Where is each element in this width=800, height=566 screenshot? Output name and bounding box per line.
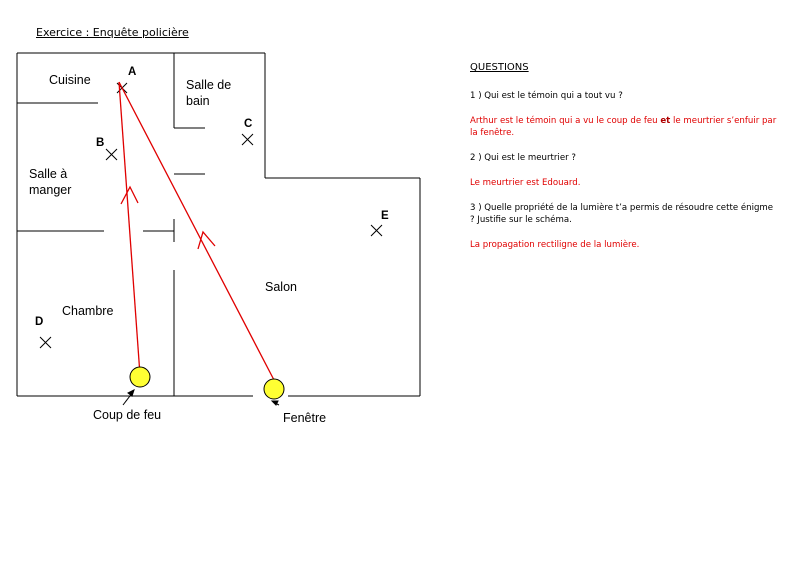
- question-1: 1 ) Qui est le témoin qui a tout vu ?: [470, 91, 623, 101]
- room-chambre: Chambre: [62, 304, 114, 318]
- room-salle-de-bain-line1: Salle de: [186, 78, 232, 92]
- witness-e-cross-icon: [371, 225, 382, 236]
- floor-plan: [0, 0, 460, 430]
- page-title: Exercice : Enquête policière: [36, 26, 189, 39]
- caption-coup-de-feu: Coup de feu: [93, 408, 162, 422]
- answer-1-text-start: Arthur est le témoin qui a vu le coup de feu: [470, 116, 661, 126]
- ray-arrow-icon: [121, 187, 138, 204]
- witness-d-label: D: [35, 316, 44, 328]
- room-salle-a-manger-line2: manger: [29, 183, 72, 197]
- questions-heading: QUESTIONS: [470, 62, 529, 73]
- caption-fenetre: Fenêtre: [283, 411, 327, 425]
- witness-b-label: B: [96, 137, 105, 149]
- witness-c-cross-icon: [242, 134, 253, 145]
- witness-d-cross-icon: [40, 337, 51, 348]
- answer-3: La propagation rectiligne de la lumière.: [470, 240, 640, 250]
- witness-b-cross-icon: [106, 149, 117, 160]
- answer-1-et: et: [660, 116, 671, 126]
- ray-coup-de-feu-to-a: [119, 82, 140, 375]
- caption-pointers: [123, 390, 279, 405]
- room-salle-a-manger-line1: Salle à: [29, 167, 68, 181]
- witness-c-label: C: [244, 118, 253, 130]
- witness-a-label: A: [128, 66, 137, 78]
- questions-panel: [470, 62, 780, 264]
- walls: [17, 53, 420, 396]
- room-cuisine: Cuisine: [49, 73, 91, 87]
- ray-arrow-icon: [198, 232, 215, 249]
- fenetre-source-icon: [264, 379, 284, 399]
- room-salon: Salon: [265, 280, 297, 294]
- answer-1-text-end: le meurtrier s’enfuir par la fenêtre.: [470, 116, 777, 138]
- pointer-arrow-icon: [128, 390, 134, 396]
- question-2: 2 ) Qui est le meurtrier ?: [470, 153, 576, 163]
- witness-e-label: E: [381, 210, 389, 222]
- answer-1: [470, 115, 780, 139]
- room-salle-de-bain-line2: bain: [186, 94, 210, 108]
- question-3: 3 ) Quelle propriété de la lumière t’a permis de résoudre cette énigme ? Justifie sur le schéma.: [470, 203, 774, 225]
- answer-2: Le meurtrier est Edouard.: [470, 178, 581, 188]
- coup-de-feu-source-icon: [130, 367, 150, 387]
